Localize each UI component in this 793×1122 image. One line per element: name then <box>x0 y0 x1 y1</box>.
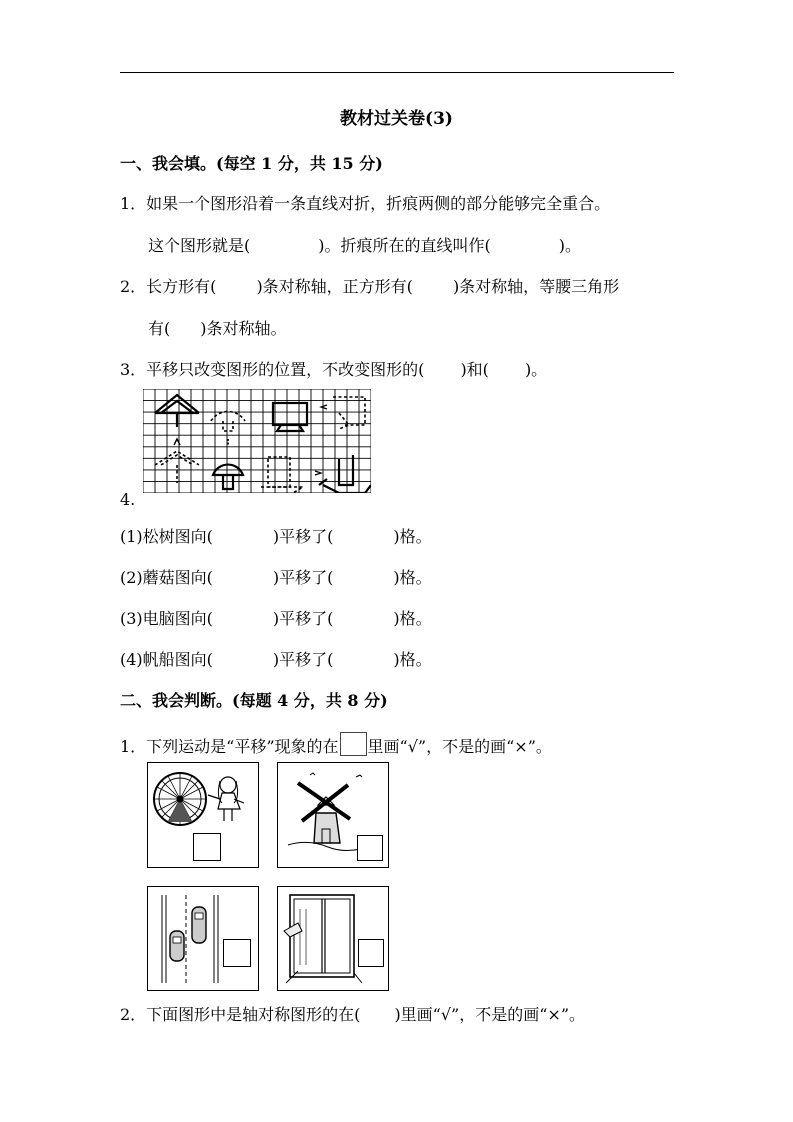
q3-text-b: )和( <box>460 360 489 379</box>
q2-text-c: )条对称轴，等腰三角形 <box>452 277 620 296</box>
header-rule <box>120 72 674 73</box>
picture-windmill <box>277 762 389 868</box>
q4-item-3-a: (3)电脑图向( <box>120 609 213 628</box>
cars-lane-icon <box>162 895 218 983</box>
q4-item-2-c: )格。 <box>393 568 432 587</box>
ferris-wheel-icon <box>154 773 206 825</box>
computer-dashed-icon <box>261 457 321 493</box>
picture-window <box>277 886 389 991</box>
translation-grid <box>143 389 371 493</box>
s2-q2-text-b: )里画“√”，不是的画“×”。 <box>394 1005 586 1024</box>
q2-text-e: )条对称轴。 <box>200 319 287 338</box>
mushroom-dashed-icon <box>211 412 245 445</box>
q4-item-3-c: )格。 <box>393 609 432 628</box>
sliding-window-icon <box>284 895 362 983</box>
picture-ferris-wheel <box>147 762 259 868</box>
q1-line1: 1．如果一个图形沿着一条直线对折，折痕两侧的部分能够完全重合。 <box>120 194 611 213</box>
q3-text-a: 3．平移只改变图形的位置，不改变图形的( <box>120 360 425 379</box>
pine-tree-icon <box>155 395 199 445</box>
q4-item-1-a: (1)松树图向( <box>120 527 213 546</box>
q2-line1 <box>120 274 619 297</box>
q2-line2 <box>148 316 287 339</box>
mushroom-icon <box>213 465 243 489</box>
q4-item-4-a: (4)帆船图向( <box>120 650 213 669</box>
girl-icon <box>208 777 244 821</box>
answer-box-2[interactable] <box>357 835 383 861</box>
computer-icon <box>273 403 307 431</box>
q4-item-4-b: )平移了( <box>272 650 334 669</box>
q1-text-a: 这个图形就是( <box>148 236 251 255</box>
q4-item-4-c: )格。 <box>393 650 432 669</box>
s2-q1-text-b: 里画“√”，不是的画“×”。 <box>367 737 552 756</box>
q4-label: 4. <box>120 490 136 509</box>
section2-heading: 二、我会判断。(每题 4 分，共 8 分) <box>120 691 388 710</box>
q4-item-3-b: )平移了( <box>272 609 334 628</box>
section1-heading: 一、我会填。(每空 1 分，共 15 分) <box>120 154 383 173</box>
q4-item-2-b: )平移了( <box>272 568 334 587</box>
q4-item-2-a: (2)蘑菇图向( <box>120 568 213 587</box>
q1-text-c: )。 <box>558 236 581 255</box>
sailboat-icon <box>319 455 371 493</box>
q2-text-b: )条对称轴，正方形有( <box>256 277 413 296</box>
q4-item-3 <box>120 606 432 629</box>
q4-item-1-c: )格。 <box>393 527 432 546</box>
q3-line <box>120 357 547 380</box>
s2-q2-line <box>120 1002 585 1025</box>
page-title: 教材过关卷(3) <box>340 109 453 129</box>
s2-q1-line <box>120 732 552 757</box>
q4-item-2 <box>120 565 432 588</box>
s2-q1-text-a: 1．下列运动是“平移”现象的在 <box>120 737 339 756</box>
answer-box-3[interactable] <box>223 939 251 967</box>
q2-text-d: 有( <box>148 319 171 338</box>
q4-item-4 <box>120 647 432 670</box>
answer-box-4[interactable] <box>358 939 384 967</box>
q4-item-1-b: )平移了( <box>272 527 334 546</box>
answer-box-1[interactable] <box>193 833 221 861</box>
q1-text-b: )。折痕所在的直线叫作( <box>318 236 491 255</box>
q2-text-a: 2．长方形有( <box>120 277 217 296</box>
q3-text-c: )。 <box>524 360 548 379</box>
picture-cars <box>147 886 259 991</box>
q4-item-1 <box>120 524 432 547</box>
inline-checkbox <box>340 732 367 756</box>
s2-q2-text-a: 2．下面图形中是轴对称图形的在( <box>120 1005 361 1024</box>
sailboat-dashed-icon <box>333 397 365 429</box>
q1-line2 <box>148 233 581 256</box>
pine-tree-dashed-icon <box>155 451 199 483</box>
